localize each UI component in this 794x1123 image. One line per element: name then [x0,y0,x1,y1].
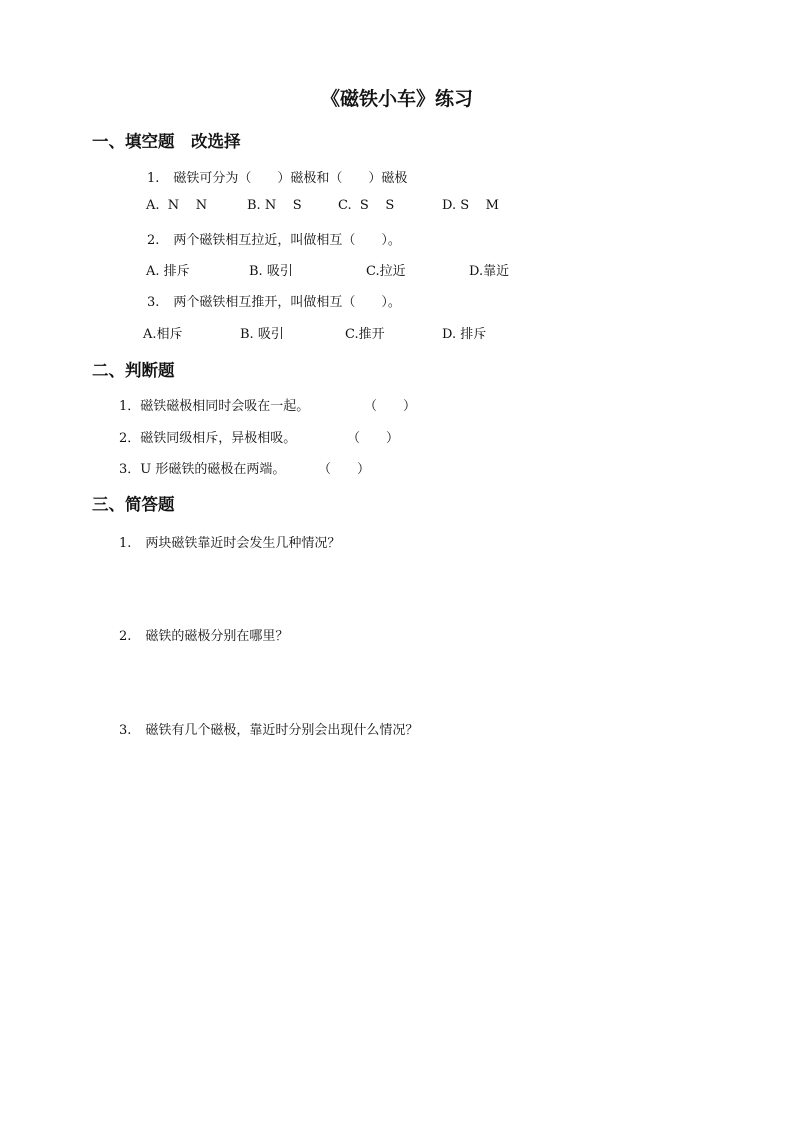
question-text: 两块磁铁靠近时会发生几种情况？ [145,536,341,551]
judge-item-1 [119,395,309,414]
short-answer-1 [119,532,340,551]
question-number: 1． [119,399,141,414]
question-number: 2. [119,629,132,644]
answer-parentheses: （ ） [364,399,417,414]
option-b: B. N S [247,198,302,213]
option-c: C.拉近 [366,264,406,279]
page-title: 《磁铁小车》练习 [320,88,473,110]
question-1-3 [147,291,401,310]
question-text: 磁铁磁极相同时会吸在一起。 [140,399,310,414]
question-text: 磁铁同级相斥，异极相吸。 [140,431,297,446]
option-d: D. 排斥 [442,327,487,342]
question-text: U 形磁铁的磁极在两端。 [140,462,286,477]
judge-item-3 [119,458,285,477]
option-a: A. 排斥 [146,264,190,279]
short-answer-2 [119,625,288,644]
option-b: B. 吸引 [240,327,284,342]
option-b: B. 吸引 [249,264,293,279]
question-number: 1. [119,536,132,551]
question-number: 3. [119,723,132,738]
judge-item-2 [119,427,296,446]
question-number: 3． [119,462,141,477]
option-a: A.相斥 [143,327,183,342]
question-number: 2. [147,233,160,248]
question-number: 2． [119,431,141,446]
section-heading-fill-in: 一、填空题 改选择 [92,132,241,151]
option-c: C.推开 [345,327,385,342]
question-text: 磁铁有几个磁极，靠近时分别会出现什么情况？ [145,723,419,738]
question-text: 磁铁的磁极分别在哪里？ [145,629,289,644]
answer-parentheses: （ ） [347,431,400,446]
option-a: A. N N [146,198,208,213]
option-d: D.靠近 [469,264,510,279]
question-text: 磁铁可分为（ ）磁极和（ ）磁极 [173,171,408,186]
short-answer-3 [119,719,418,738]
question-number: 1. [147,171,160,186]
option-c: C. S S [338,198,395,213]
option-d: D. S M [442,198,499,213]
question-1-1 [147,167,407,186]
answer-parentheses: （ ） [318,462,371,477]
question-number: 3. [147,295,160,310]
section-heading-short-answer: 三、简答题 [92,495,175,514]
question-text: 两个磁铁相互推开，叫做相互（ ）。 [173,295,401,310]
question-text: 两个磁铁相互拉近，叫做相互（ ）。 [173,233,401,248]
question-1-2 [147,229,401,248]
section-heading-true-false: 二、判断题 [92,361,175,380]
